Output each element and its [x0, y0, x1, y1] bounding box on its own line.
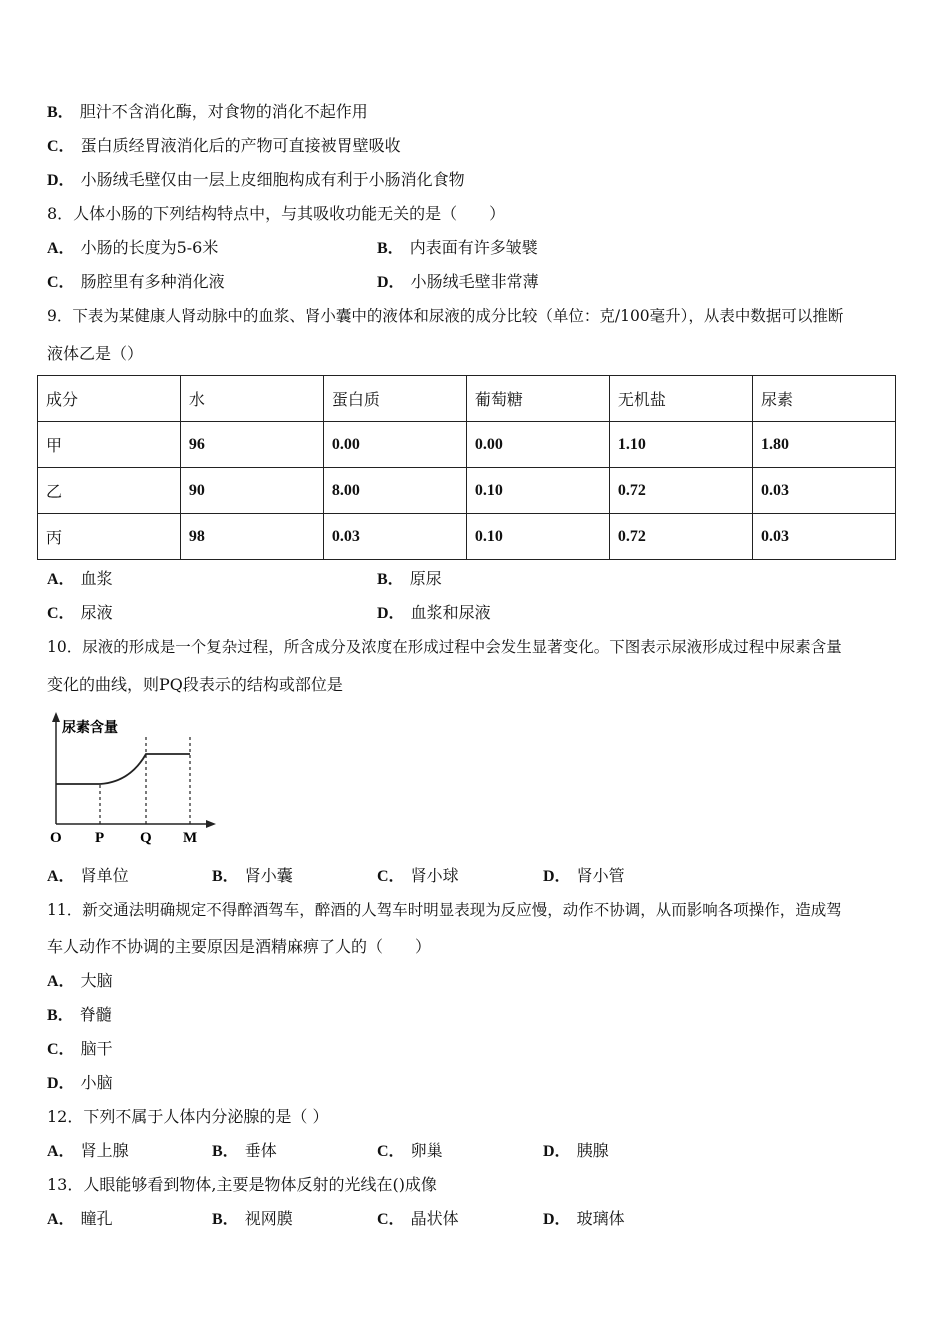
tick-q: Q — [140, 830, 152, 846]
q9-stem-line2: 液体乙是（） — [47, 344, 144, 363]
q8-option-c: C． 肠腔里有多种消化液 — [47, 272, 225, 291]
q8-option-a: A． 小肠的长度为5-6米 — [47, 238, 219, 257]
q10-option-d: D． 肾小管 — [543, 866, 625, 885]
table-cell: 96 — [180, 422, 323, 468]
tick-o: O — [50, 830, 62, 846]
tick-p: P — [95, 830, 105, 846]
q10-stem-line1: 10．尿液的形成是一个复杂过程，所含成分及浓度在形成过程中会发生显著变化。下图表示尿液形成过程中尿素含量 — [47, 638, 842, 656]
table-cell: 0.00 — [323, 422, 466, 468]
table-cell: 1.10 — [609, 422, 752, 468]
urea-curve — [56, 754, 190, 784]
table-cell: 0.10 — [466, 468, 609, 514]
table-cell: 乙 — [38, 468, 181, 514]
q10-option-b: B． 肾小囊 — [212, 866, 293, 885]
table-row — [38, 422, 896, 468]
table-cell: 0.72 — [609, 514, 752, 560]
q7-option-b: B． 胆汁不含消化酶，对食物的消化不起作用 — [47, 102, 368, 121]
q10-stem-line2: 变化的曲线，则PQ段表示的结构或部位是 — [47, 675, 343, 694]
table-cell: 0.10 — [466, 514, 609, 560]
q10-option-c: C． 肾小球 — [377, 866, 459, 885]
table-cell: 0.03 — [752, 514, 895, 560]
table-cell: 0.03 — [752, 468, 895, 514]
table-header-cell: 蛋白质 — [323, 376, 466, 422]
tick-m: M — [183, 830, 198, 846]
q13-stem: 13．人眼能够看到物体,主要是物体反射的光线在()成像 — [47, 1175, 437, 1194]
table-cell: 0.03 — [323, 514, 466, 560]
q12-option-c: C． 卵巢 — [377, 1141, 443, 1160]
q11-option-c: C． 脑干 — [47, 1039, 113, 1058]
table-cell: 甲 — [38, 422, 181, 468]
q12-option-a: A． 肾上腺 — [47, 1141, 129, 1160]
q8-option-d: D． 小肠绒毛壁非常薄 — [377, 272, 539, 291]
q11-option-a: A． 大脑 — [47, 971, 113, 990]
x-axis-arrow-icon — [206, 820, 216, 828]
q9-stem-line1: 9．下表为某健康人肾动脉中的血浆、肾小囊中的液体和尿液的成分比较（单位：克/100毫升），从表中数据可以推断 — [47, 307, 844, 325]
q7-option-c: C． 蛋白质经胃液消化后的产物可直接被胃壁吸收 — [47, 136, 401, 155]
table-header-cell: 无机盐 — [609, 376, 752, 422]
q9-option-a: A． 血浆 — [47, 569, 113, 588]
table-cell: 1.80 — [752, 422, 895, 468]
table-header-row — [38, 376, 896, 422]
table-cell: 丙 — [38, 514, 181, 560]
table-header-cell: 尿素 — [752, 376, 895, 422]
q10-option-a: A． 肾单位 — [47, 866, 129, 885]
q13-option-b: B． 视网膜 — [212, 1209, 293, 1228]
q11-stem-line2: 车人动作不协调的主要原因是酒精麻痹了人的（ ） — [47, 937, 432, 956]
q12-stem: 12．下列不属于人体内分泌腺的是（ ） — [47, 1107, 329, 1126]
q9-option-b: B． 原尿 — [377, 569, 442, 588]
q9-option-d: D． 血浆和尿液 — [377, 603, 491, 622]
q9-option-c: C． 尿液 — [47, 603, 113, 622]
table-cell: 90 — [180, 468, 323, 514]
table-row — [38, 514, 896, 560]
q11-option-d: D． 小脑 — [47, 1073, 113, 1092]
q13-option-a: A． 瞳孔 — [47, 1209, 113, 1228]
table-row — [38, 468, 896, 514]
q11-option-b: B． 脊髓 — [47, 1005, 112, 1024]
q13-option-d: D． 玻璃体 — [543, 1209, 625, 1228]
q8-stem: 8．人体小肠的下列结构特点中，与其吸收功能无关的是（ ） — [47, 204, 506, 223]
composition-table — [37, 375, 896, 560]
table-header-cell: 葡萄糖 — [466, 376, 609, 422]
q13-option-c: C． 晶状体 — [377, 1209, 459, 1228]
q7-option-d: D． 小肠绒毛壁仅由一层上皮细胞构成有利于小肠消化食物 — [47, 170, 465, 189]
table-cell: 8.00 — [323, 468, 466, 514]
y-axis-label: 尿素含量 — [62, 720, 118, 736]
table-cell: 0.72 — [609, 468, 752, 514]
q11-stem-line1: 11．新交通法明确规定不得醉酒驾车，醉酒的人驾车时明显表现为反应慢，动作不协调，从而影响各项操作，造成驾 — [47, 901, 842, 919]
table-cell: 0.00 — [466, 422, 609, 468]
q12-option-d: D． 胰腺 — [543, 1141, 609, 1160]
y-axis-arrow-icon — [52, 712, 60, 722]
table-header-cell: 水 — [180, 376, 323, 422]
q8-option-b: B． 内表面有许多皱襞 — [377, 238, 538, 257]
q12-option-b: B． 垂体 — [212, 1141, 277, 1160]
table-header-cell: 成分 — [38, 376, 181, 422]
urea-curve-figure — [40, 710, 220, 850]
table-cell: 98 — [180, 514, 323, 560]
